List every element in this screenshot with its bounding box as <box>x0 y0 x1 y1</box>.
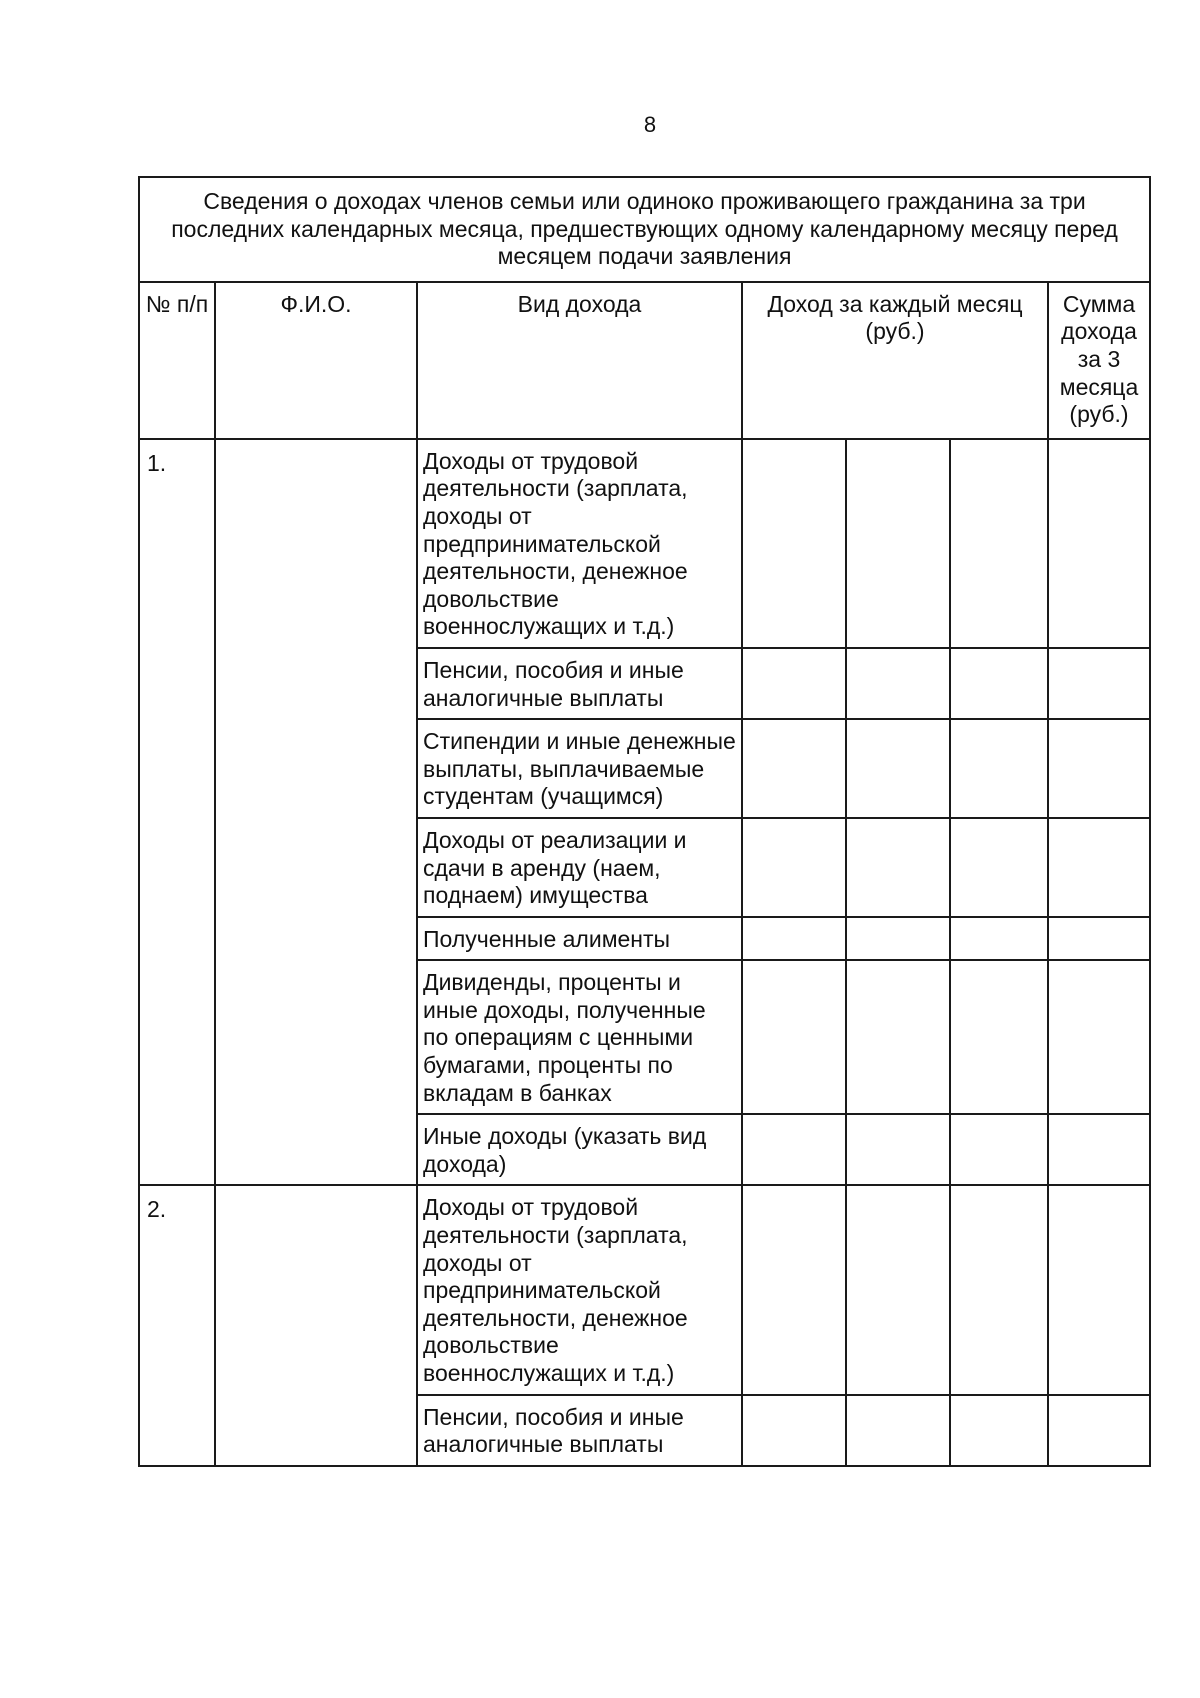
month-3-income-field[interactable] <box>950 648 1048 719</box>
month-3-income-field[interactable] <box>950 917 1048 961</box>
income-type-label: Полученные алименты <box>417 917 742 961</box>
total-income-field[interactable] <box>1048 917 1150 961</box>
income-table <box>138 176 1151 1467</box>
income-type-label: Пенсии, пособия и иные аналогичные выплаты <box>417 1395 742 1466</box>
month-3-income-field[interactable] <box>950 1395 1048 1466</box>
header-income-type: Вид дохода <box>417 282 742 439</box>
header-fio: Ф.И.О. <box>215 282 417 439</box>
total-income-field[interactable] <box>1048 1395 1150 1466</box>
table-row <box>139 439 1150 648</box>
income-type-label: Доходы от трудовой деятельности (зарплата, доходы от предпринимательской деятельности, денежное довольствие военнослужащих и т.д.) <box>417 439 742 648</box>
total-income-field[interactable] <box>1048 960 1150 1114</box>
month-1-income-field[interactable] <box>742 917 846 961</box>
month-2-income-field[interactable] <box>846 1395 950 1466</box>
month-1-income-field[interactable] <box>742 439 846 648</box>
month-2-income-field[interactable] <box>846 1185 950 1394</box>
person-number: 2. <box>139 1185 215 1465</box>
income-type-label: Доходы от трудовой деятельности (зарплата, доходы от предпринимательской деятельности, денежное довольствие военнослужащих и т.д.) <box>417 1185 742 1394</box>
total-income-field[interactable] <box>1048 1185 1150 1394</box>
header-total: Сумма дохода за 3 месяца (руб.) <box>1048 282 1150 439</box>
total-income-field[interactable] <box>1048 648 1150 719</box>
header-monthly-income: Доход за каждый месяц (руб.) <box>742 282 1048 439</box>
month-1-income-field[interactable] <box>742 719 846 818</box>
table-row <box>139 1185 1150 1394</box>
month-2-income-field[interactable] <box>846 719 950 818</box>
income-type-label: Дивиденды, проценты и иные доходы, полученные по операциям с ценными бумагами, проценты по вкладам в банках <box>417 960 742 1114</box>
person-fio-field[interactable] <box>215 439 417 1186</box>
income-type-label: Стипендии и иные денежные выплаты, выплачиваемые студентам (учащимся) <box>417 719 742 818</box>
month-2-income-field[interactable] <box>846 960 950 1114</box>
income-table-body <box>139 177 1150 1466</box>
month-3-income-field[interactable] <box>950 960 1048 1114</box>
total-income-field[interactable] <box>1048 818 1150 917</box>
month-3-income-field[interactable] <box>950 719 1048 818</box>
month-1-income-field[interactable] <box>742 960 846 1114</box>
person-fio-field[interactable] <box>215 1185 417 1465</box>
person-number: 1. <box>139 439 215 1186</box>
total-income-field[interactable] <box>1048 719 1150 818</box>
title-row <box>139 177 1150 282</box>
month-1-income-field[interactable] <box>742 1114 846 1185</box>
month-2-income-field[interactable] <box>846 648 950 719</box>
month-2-income-field[interactable] <box>846 439 950 648</box>
income-type-label: Иные доходы (указать вид дохода) <box>417 1114 742 1185</box>
month-2-income-field[interactable] <box>846 818 950 917</box>
table-title: Сведения о доходах членов семьи или одиноко проживающего гражданина за три последних календарных месяца, предшествующих одному календарному месяцу перед месяцем подачи заявления <box>139 177 1150 282</box>
month-3-income-field[interactable] <box>950 1185 1048 1394</box>
month-2-income-field[interactable] <box>846 1114 950 1185</box>
month-3-income-field[interactable] <box>950 818 1048 917</box>
total-income-field[interactable] <box>1048 439 1150 648</box>
month-1-income-field[interactable] <box>742 648 846 719</box>
income-type-label: Пенсии, пособия и иные аналогичные выплаты <box>417 648 742 719</box>
page-number: 8 <box>643 112 657 137</box>
month-1-income-field[interactable] <box>742 818 846 917</box>
month-2-income-field[interactable] <box>846 917 950 961</box>
header-row <box>139 282 1150 439</box>
month-1-income-field[interactable] <box>742 1185 846 1394</box>
income-type-label: Доходы от реализации и сдачи в аренду (наем, поднаем) имущества <box>417 818 742 917</box>
header-number: № п/п <box>139 282 215 439</box>
month-3-income-field[interactable] <box>950 1114 1048 1185</box>
month-1-income-field[interactable] <box>742 1395 846 1466</box>
month-3-income-field[interactable] <box>950 439 1048 648</box>
total-income-field[interactable] <box>1048 1114 1150 1185</box>
